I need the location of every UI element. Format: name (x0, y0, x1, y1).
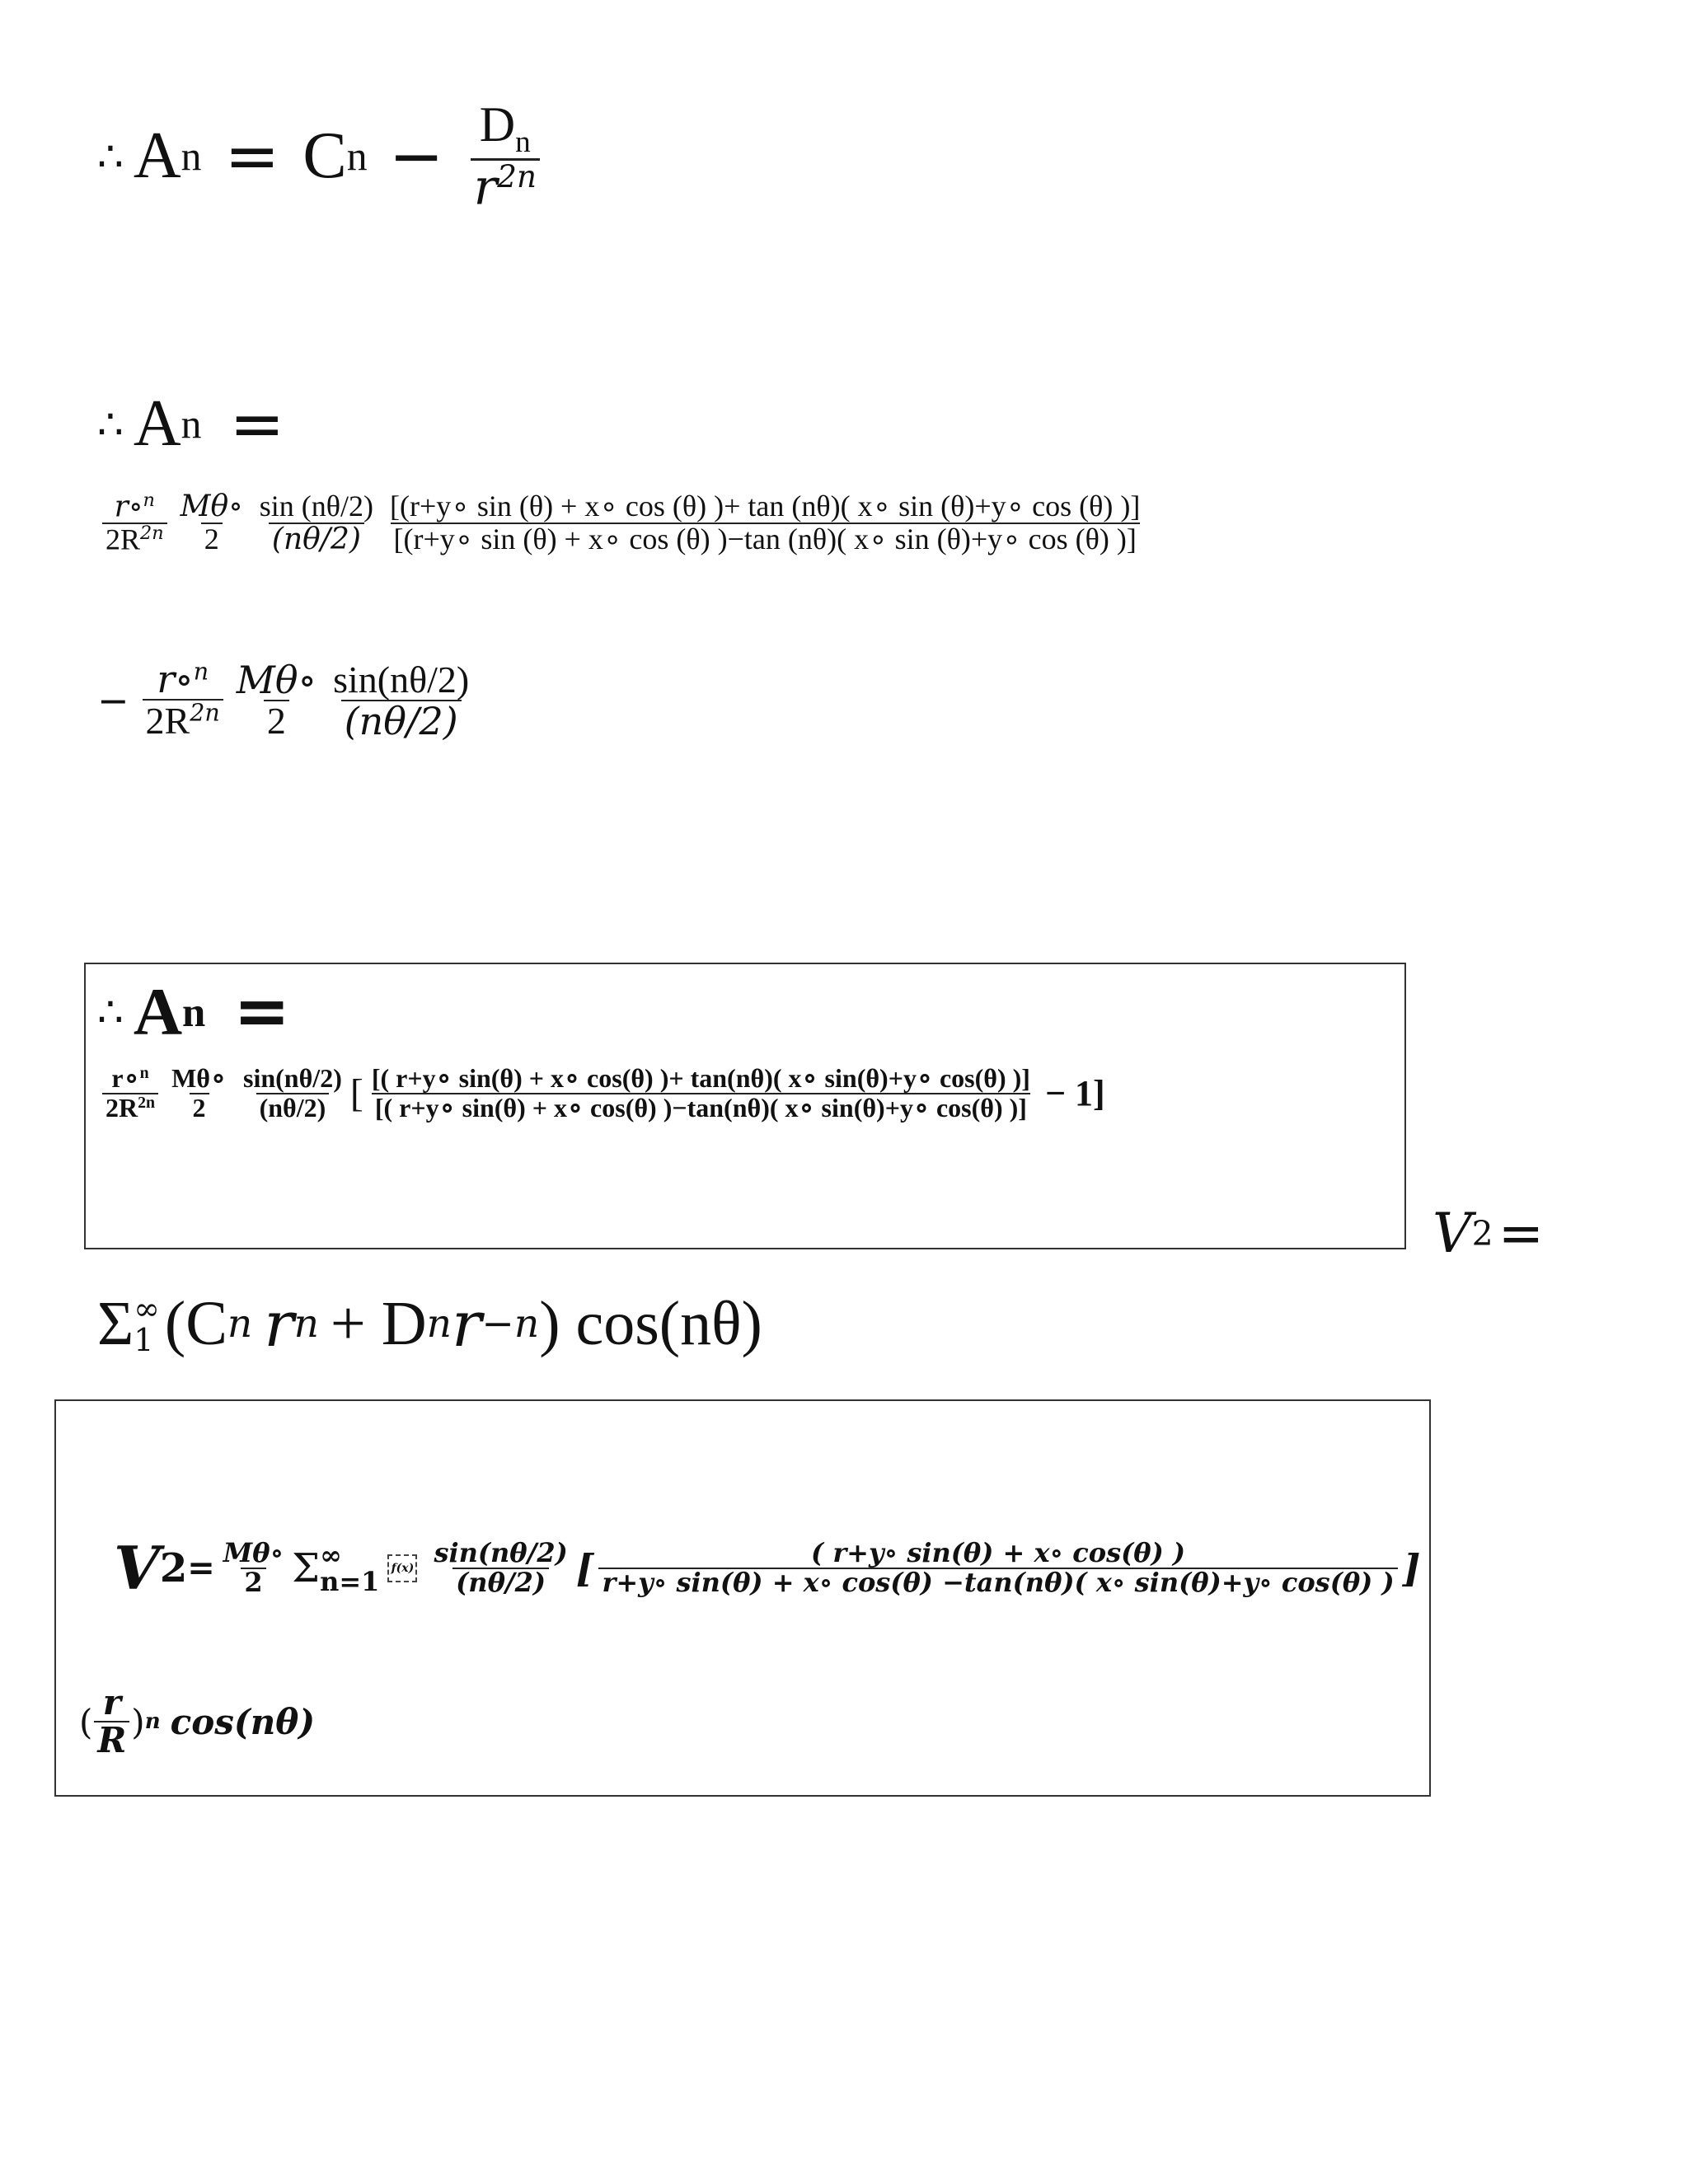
big-denominator: r+y∘ sin(θ) + x∘ cos(θ) −tan(nθ)( x∘ sin(θ)+y∘ cos(θ) ) (598, 1568, 1397, 1597)
boxed-an-body (97, 1065, 1105, 1122)
minus-sign: − (388, 118, 444, 195)
dn-over-r2n-fraction (471, 97, 540, 217)
r0-symbol: r∘ (157, 657, 194, 701)
r0-exponent: n (139, 1064, 149, 1083)
a-subscript: n (182, 988, 206, 1035)
sin-argument: (nθ/2) (452, 1568, 549, 1597)
big-denominator: [( r+y∘ sin(θ) + x∘ cos(θ) )−tan(nθ)( x∘ sin(θ)+y∘ cos(θ) )] (372, 1093, 1030, 1122)
sigma-upper: ∞ (134, 1290, 160, 1327)
two-symbol: 2 (190, 1093, 209, 1122)
two-symbol: 2 (201, 523, 223, 555)
r-exponent: 2n (497, 158, 537, 195)
open-bracket: [ (575, 1545, 594, 1591)
r-over-r-power-cos: ( $\frac{r}{R}$ ) n cos(nθ) (79, 1682, 316, 1761)
dn-symbol: D (479, 97, 516, 152)
plus-d-term: + D (330, 1289, 427, 1358)
r0-exponent: n (143, 490, 155, 511)
two-r-exponent: 2n (138, 1093, 156, 1112)
equation-an-expanded (97, 491, 1148, 555)
two-r-symbol: 2R (106, 1092, 138, 1122)
r-negative-exponent: −n (481, 1301, 540, 1347)
series-open: (C (164, 1289, 227, 1358)
m-theta-symbol: Mθ∘ (223, 1536, 284, 1568)
boxed-an-header (97, 972, 290, 1051)
therefore-symbol: ∴ (97, 400, 124, 448)
equals-sign: = (229, 386, 285, 462)
equation-an-header (97, 386, 284, 462)
cos-term: cos(nθ) (170, 1701, 316, 1742)
m-theta-over-2-fraction (177, 491, 246, 555)
sin-term: sin(nθ/2) (434, 1536, 568, 1568)
m-theta-over-2-fraction (168, 1065, 230, 1122)
r-over-2r-fraction (102, 1065, 158, 1122)
r-negative-term: r (452, 1287, 482, 1361)
minus-one-close: − 1] (1044, 1073, 1105, 1114)
boxed-v2-body (114, 1533, 1420, 1603)
r-symbol: r (473, 158, 498, 217)
big-bracket-fraction (368, 1065, 1034, 1122)
two-r-symbol: 2R (145, 700, 190, 743)
sin-over-arg-fraction (256, 491, 377, 555)
therefore-symbol: ∴ (97, 987, 124, 1036)
sin-over-arg-fraction (240, 1065, 345, 1122)
small-r: r (102, 1682, 121, 1722)
a-subscript: n (181, 134, 202, 180)
r-over-2r-fraction (102, 491, 167, 555)
equals-sign: = (233, 972, 291, 1051)
equation-placeholder: f(x) (387, 1554, 417, 1582)
sin-term: sin(nθ/2) (243, 1063, 342, 1093)
r0-symbol: r∘ (111, 1063, 140, 1093)
big-numerator: ( r+y∘ sin(θ) + x∘ cos(θ) ) (811, 1536, 1186, 1568)
big-numerator: [( r+y∘ sin(θ) + x∘ cos(θ) )+ tan(nθ)( x∘ sin(θ)+y∘ cos(θ) )] (371, 1063, 1030, 1093)
r-term: r (264, 1287, 294, 1361)
a-symbol: A (133, 120, 181, 193)
two-r-exponent: 2n (190, 699, 220, 727)
big-numerator: [(r+y∘ sin (θ) + x∘ cos (θ) )+ tan (nθ)( x∘ sin (θ)+y∘ cos (θ) )] (390, 490, 1141, 523)
minus-sign: − (97, 677, 129, 723)
m-theta-over-2-fraction (220, 1536, 287, 1598)
c-subscript: n (346, 134, 368, 180)
sin-argument: (nθ/2) (269, 523, 364, 555)
sin-term: sin (nθ/2) (259, 490, 374, 523)
general-series-equation (97, 1287, 762, 1361)
sin-argument: (nθ/2) (256, 1093, 330, 1122)
m-theta-symbol: Mθ∘ (180, 490, 243, 524)
v-symbol: V (114, 1533, 160, 1603)
r-over-big-r-fraction (94, 1682, 129, 1761)
equals-sign: = (187, 1549, 215, 1587)
big-bracket-fraction (598, 1536, 1397, 1598)
v-subscript: 2 (159, 1544, 188, 1591)
m-theta-symbol: Mθ∘ (236, 657, 317, 702)
two-r-symbol: 2R (106, 523, 141, 556)
r0-symbol: r∘ (114, 490, 143, 524)
big-denominator: [(r+y∘ sin (θ) + x∘ cos (θ) )−tan (nθ)( x∘ sin (θ)+y∘ cos (θ) )] (391, 523, 1140, 555)
c-subscript: n (227, 1301, 253, 1347)
two-symbol: 2 (264, 700, 289, 741)
sigma-upper: ∞ (320, 1539, 342, 1571)
sin-over-arg-fraction (430, 1536, 570, 1598)
equals-sign: = (224, 118, 280, 195)
two-r-exponent: 2n (140, 523, 164, 545)
open-bracket: [ (349, 1071, 363, 1116)
a-symbol: A (133, 387, 181, 460)
sigma-symbol: Σ (97, 1289, 134, 1358)
sin-term: sin(nθ/2) (333, 658, 470, 701)
r-over-2r-fraction (143, 659, 223, 742)
sin-over-arg-fraction (330, 660, 472, 742)
close-bracket: ] (1402, 1545, 1421, 1591)
equation-an-cn-dn (97, 97, 545, 217)
c-symbol: C (302, 120, 347, 193)
power-n: n (144, 1709, 161, 1735)
sigma-lower: 1 (134, 1321, 154, 1358)
d-subscript: n (426, 1301, 452, 1347)
sigma-symbol: Σ (292, 1544, 321, 1591)
v-subscript: 2 (1471, 1213, 1493, 1254)
a-subscript: n (181, 401, 202, 447)
m-theta-over-2-fraction (233, 657, 320, 742)
a-symbol: A (133, 973, 183, 1049)
therefore-symbol: ∴ (97, 132, 124, 180)
v-symbol: V (1432, 1202, 1472, 1265)
dn-subscript: n (515, 125, 531, 160)
equation-minus-term (97, 659, 477, 742)
v2-label (1432, 1202, 1544, 1265)
m-theta-symbol: Mθ∘ (171, 1063, 227, 1093)
two-symbol: 2 (241, 1568, 265, 1597)
sin-argument: (nθ/2) (341, 700, 462, 741)
sigma-lower: n=1 (320, 1565, 380, 1597)
r0-exponent: n (193, 658, 209, 686)
big-r: R (94, 1721, 129, 1759)
equals-sign: = (1498, 1202, 1545, 1265)
r-exponent: n (293, 1301, 319, 1347)
series-close-cos: ) cos(nθ) (539, 1289, 762, 1358)
big-bracket-fraction (387, 491, 1143, 555)
